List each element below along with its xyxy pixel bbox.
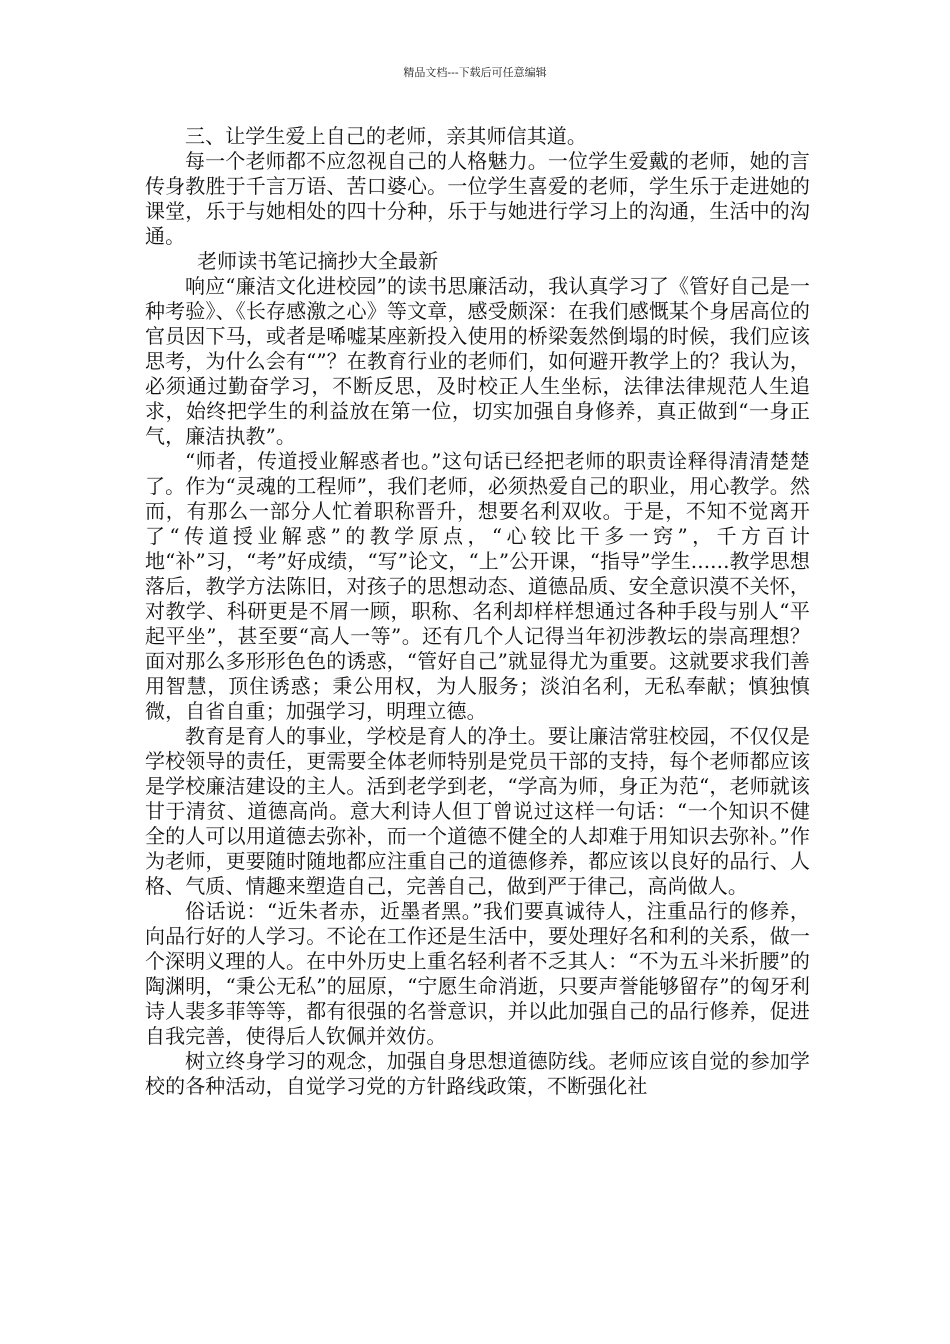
page-header: 精品文档---下载后可任意编辑 — [403, 66, 547, 79]
paragraph: 每一个老师都不应忽视自己的人格魅力。一位学生爱戴的老师，她的言传身教胜于千言万语、苦口婆心。一位学生喜爱的老师，学生乐于走进她的课堂，乐于与她相处的四十分种，乐于与她进行学习上的沟通，生活中的沟通。 — [145, 149, 810, 248]
paragraph: 教育是育人的事业，学校是育人的净土。要让廉洁常驻校园，不仅仅是学校领导的责任，更需要全体老师特别是党员干部的支持，每个老师都应该是学校廉洁建设的主人。活到老学到老，“学高为师，身正为范“，老师就该甘于清贫、道德高尚。意大利诗人但丁曾说过这样一句话：“一个知识不健全的人可以用道德去弥补，而一个道德不健全的人却难于用知识去弥补。”作为老师，更要随时随地都应注重自己的道德修养，都应该以良好的品行、人格、气质、情趣来塑造自己，完善自己，做到严于律己，高尚做人。 — [145, 724, 810, 898]
paragraph: 响应“廉洁文化进校园”的读书思廉活动，我认真学习了《管好自己是一种考验》、《长存感激之心》等文章，感受颇深：在我们感慨某个身居高位的官员因下马，或者是唏嘘某座新投入使用的桥梁轰然倒塌的时候，我们应该思考，为什么会有“”？在教育行业的老师们，如何避开教学上的？我认为，必须通过勤奋学习，不断反思，及时校正人生坐标，法律法律规范人生追求，始终把学生的利益放在第一位，切实加强自身修养，真正做到“一身正气，廉洁执教”。 — [145, 274, 810, 448]
paragraph-section-heading: 三、让学生爱上自己的老师，亲其师信其道。 — [185, 124, 587, 148]
document-body — [145, 124, 810, 1099]
paragraph: 俗话说：“近朱者赤，近墨者黑。”我们要真诚待人，注重品行的修养，向品行好的人学习。不论在工作还是生活中，要处理好名和利的关系，做一个深明义理的人。在中外历史上重名轻利者不乏其人：“不为五斗米折腰”的陶渊明，“秉公无私”的屈原，“宁愿生命消逝，只要声誉能够留存”的匈牙利诗人裴多菲等等，都有很强的名誉意识，并以此加强自己的品行修养，促进自我完善，使得后人钦佩并效仿。 — [145, 899, 810, 1048]
paragraph-article-title: 老师读书笔记摘抄大全最新 — [197, 249, 439, 273]
paragraph: 树立终身学习的观念，加强自身思想道德防线。老师应该自觉的参加学校的各种活动，自觉学习党的方针路线政策，不断强化社 — [145, 1049, 810, 1098]
paragraph: “师者，传道授业解惑者也。”这句话已经把老师的职责诠释得清清楚楚了。作为“灵魂的工程师”，我们老师，必须热爱自己的职业，用心教学。然而，有那么一部分人忙着职称晋升，想要名利双收。于是，不知不觉离开了“传道授业解惑”的教学原点，“心较比干多一窍”，千方百计地“补”习，“考”好成绩，“写”论文，“上”公开课，“指导”学生......教学思想落后，教学方法陈旧，对孩子的思想动态、道德品质、安全意识漠不关怀，对教学、科研更是不屑一顾，职称、名利却样样想通过各种手段与别人“平起平坐”，甚至要“高人一等”。还有几个人记得当年初涉教坛的崇高理想？面对那么多形形色色的诱惑，“管好自己”就显得尤为重要。这就要求我们善用智慧，顶住诱惑；秉公用权，为人服务；淡泊名利，无私奉献；慎独慎微，自省自重；加强学习，明理立德。 — [145, 449, 810, 723]
